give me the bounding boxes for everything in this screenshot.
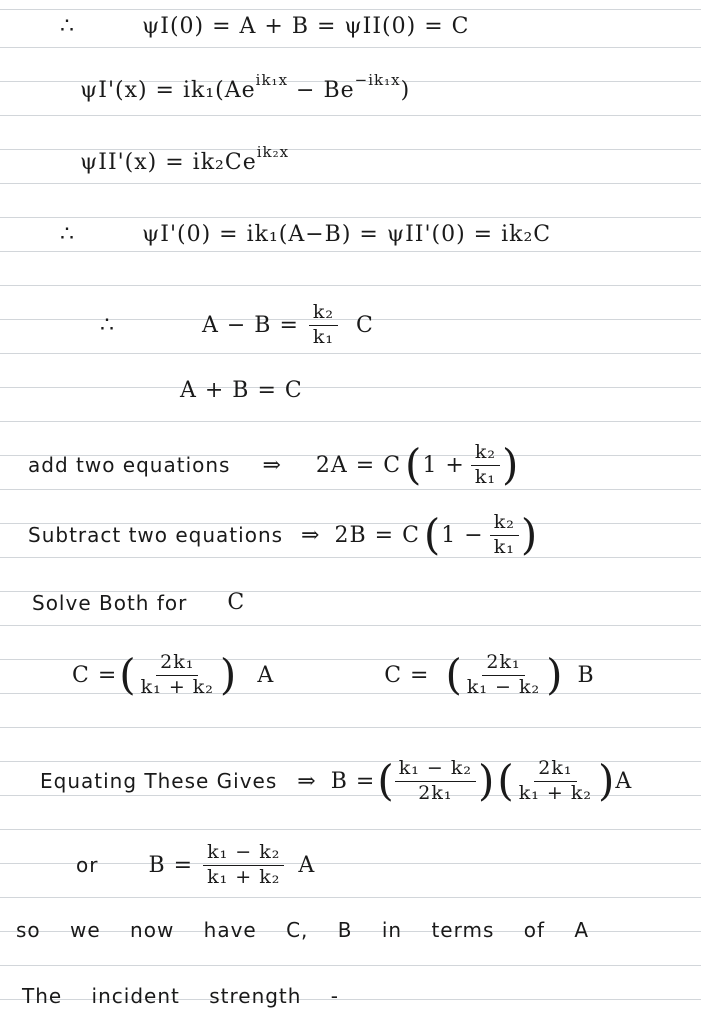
summary-text: so we now have C, B in terms of A	[16, 918, 590, 942]
equation-c-in-terms-of-a: C = ( $\frac{\text{2k₁}}{\text{k₁ + k₂}}$ ) A	[72, 650, 275, 700]
left-paren: (	[423, 510, 442, 560]
fraction-result: $\frac{\text{k₁ − k₂}}{\text{k₁ + k₂}}$	[203, 842, 284, 889]
equation-psi1-derivative	[80, 71, 411, 103]
one-minus: 1 −	[441, 522, 484, 548]
equation-lhs: B =	[148, 852, 194, 878]
implies-arrow: ⇒	[301, 522, 321, 548]
incident-text: The incident strength -	[22, 984, 340, 1008]
fraction-k2-over-k1: $\frac{\text{k₂}}{\text{k₁}}$	[490, 512, 519, 559]
equation-text: ψI(0) = A + B = ψII(0) = C	[142, 14, 470, 39]
equation-lhs: A − B =	[202, 312, 299, 338]
therefore-symbol: ∴	[60, 14, 74, 39]
variable-a: A	[298, 852, 316, 878]
right-paren: )	[502, 440, 520, 490]
equation-lhs: 2B = C	[334, 522, 420, 548]
equation-boundary-value	[60, 14, 487, 39]
therefore-symbol: ∴	[100, 312, 114, 338]
equation-c-in-terms-of-b: C = ( $\frac{\text{2k₁}}{\text{k₁ − k₂}}$ ) B	[384, 650, 595, 700]
equation-rhs: C	[356, 312, 374, 338]
fraction-first: $\frac{\text{k₁ − k₂}}{\text{2k₁}}$	[395, 758, 476, 805]
implies-arrow: ⇒	[262, 452, 282, 478]
step-description: Equating These Gives	[40, 769, 278, 794]
equation-a-plus-b	[180, 378, 321, 403]
left-paren: (	[405, 440, 423, 490]
equation-lhs: 2A = C	[315, 452, 402, 478]
equation-text: A + B = C	[180, 378, 303, 403]
step-description: add two equations	[28, 453, 231, 478]
variable-a: A	[615, 768, 633, 794]
variable-c: C	[227, 590, 246, 615]
incident-strength-line	[22, 984, 357, 1008]
right-paren: )	[520, 510, 539, 560]
equation-lhs: B =	[330, 768, 376, 794]
fraction-k2-over-k1: $\frac{\text{k₂}}{\text{k₁}}$	[309, 302, 338, 349]
step-add-equations	[28, 442, 537, 489]
therefore-symbol: ∴	[60, 222, 74, 247]
or-label: or	[76, 853, 99, 878]
step-description: Solve Both for	[32, 590, 188, 615]
equation-a-minus-b	[100, 302, 392, 349]
equation-b-result	[76, 842, 333, 889]
fraction-second: $\frac{\text{2k₁}}{\text{k₁ + k₂}}$	[518, 757, 593, 804]
one-plus: 1 +	[422, 452, 465, 478]
step-subtract-equations	[28, 512, 556, 559]
equation-c-solutions	[72, 652, 613, 699]
step-solve-for-c	[32, 590, 263, 615]
equation-psi2-derivative	[80, 143, 290, 175]
summary-line	[16, 918, 607, 942]
equation-text: $\psi I'(x) = ik_1(Ae^{ik_1x} - Be^{-ik_1x})$	[80, 71, 411, 103]
equation-text: $\psi II'(x) = ik_2Ce^{ik_2x}$	[80, 143, 290, 175]
equation-text: ψI'(0) = ik₁(A−B) = ψII'(0) = ik₂C	[142, 222, 552, 247]
step-description: Subtract two equations	[28, 523, 284, 548]
equation-derivative-match	[60, 222, 569, 247]
step-equating: Equating These Gives ⇒ B = ( $\frac{\text{k₁ − k₂}}{\text{2k₁}}$ ) ( $\frac{\text{2k₁}}{\text{k₁ + k₂}}$ ) A	[40, 756, 633, 806]
implies-arrow: ⇒	[297, 768, 317, 794]
fraction-k2-over-k1: $\frac{\text{k₂}}{\text{k₁}}$	[471, 442, 500, 489]
